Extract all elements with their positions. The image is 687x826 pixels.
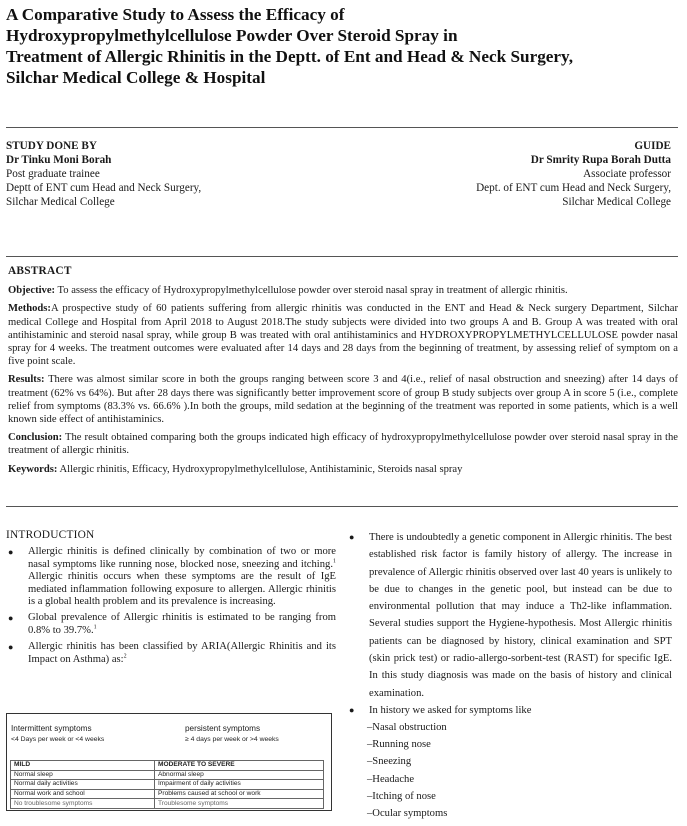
divider [6,127,678,128]
introduction-section [6,529,336,670]
paper-title [6,4,678,88]
symptom-list [347,719,672,822]
abstract-results [8,373,678,426]
list-item [6,546,336,608]
symptom-item: – Ocular symptoms [367,805,672,822]
list-item: ● In history we asked for symptoms like [347,702,672,719]
abstract-section [6,265,678,481]
bullet-text: Allergic rhinitis occurs when these symptoms are the result of IgE mediated inflammation following exposure to allergen. Allergic rhinitis is a global health problem and its prevalence is increasing. [28,571,336,608]
guide-dept: Dept. of ENT cum Head and Neck Surgery, [476,182,671,194]
persistent-title: persistent symptoms [185,724,261,733]
citation-ref: 1 [93,624,97,631]
persistent-subtitle: ≥ 4 days per week or >4 weeks [185,736,279,743]
column-header-moderate: MODERATE TO SEVERE [154,761,323,771]
intermittent-subtitle: <4 Days per week or <4 weeks [11,736,105,743]
guide-college: Silchar Medical College [562,196,671,208]
column-header-mild: MILD [11,761,155,771]
study-done-by-heading: STUDY DONE BY [6,140,97,152]
table-row [11,789,324,799]
author-name: Dr Tinku Moni Borah [6,154,112,166]
results-text: There was almost similar score in both the groups ranging between score 3 and 4(i.e., relief of nasal obstruction and sneezing) after 14 days of treatment (62% vs 64%). But after 28 days there was significantly better improvement score of group B study subjects over group A in score 5 (i.e., complete relief from symptoms (83.3% vs. 66.6% ).In both the groups, mild sedation at the beginning of the treatment was reported in some patients, which is a well known side effect of antihistaminics. [8,374,679,426]
introduction-heading: INTRODUCTION [6,529,95,541]
table-cell: Abnormal sleep [154,770,323,780]
conclusion-text: The result obtained comparing both the groups indicated high efficacy of hydroxypropylmethylcellulose powder over steroid nasal spray in the treatment of allergic rhinitis. [8,432,678,457]
guide-heading: GUIDE [634,140,671,152]
symptom-item: – Sneezing [367,753,672,770]
citation-ref: 1 [333,558,336,565]
list-item [6,641,336,666]
abstract-heading: ABSTRACT [8,265,72,277]
table-row [11,780,324,790]
methods-text: A prospective study of 60 patients suffering from allergic rhinitis was conducted in the ENT and Head & Neck surgery Department, Silchar medical College and Hospital from April 2018 to August 2018.The study subjects were divided into two groups A and B. Group A was treated with oral antihistaminic and steroid nasal spray, while group B was treated with oral antihistaminics and HYDROXYPROPYLMETHYLCELLULOSE powder nasal spray for 4 weeks. The treatment outcomes were evaluated after 14 days and 28 days from the beginning of treatment, by assessing relief of symptom on a five point scale. [8,303,678,368]
methods-label: Methods: [8,303,51,315]
objective-text: To assess the efficacy of Hydroxypropylmethylcellulose powder over steroid nasal spray in treatment of allergic rhinitis. [57,285,568,297]
table-row [11,799,324,809]
bullet-text: Global prevalence of Allergic rhinitis is estimated to be ranging from 0.8% to 39.7%. [28,612,336,636]
symptom-item: – Headache [367,771,672,788]
keywords-label: Keywords: [8,463,58,475]
author-college: Silchar Medical College [6,196,115,208]
table-cell: Normal work and school [11,789,155,799]
guide-name: Dr Smrity Rupa Borah Dutta [530,154,671,166]
conclusion-label: Conclusion: [8,432,63,444]
title-line: Hydroxypropylmethylcellulose Powder Over Steroid Spray in [6,26,458,45]
title-line: A Comparative Study to Assess the Efficacy of [6,5,345,24]
table-cell: No troublesome symptoms [11,799,155,809]
table-cell: Impairment of daily activities [154,780,323,790]
study-done-by-block [6,139,201,209]
author-role: Post graduate trainee [6,168,100,180]
aria-table-grid [10,760,324,809]
table-header-row [11,761,324,771]
divider [6,256,678,257]
table-row [11,770,324,780]
divider [6,506,678,507]
title-line: Treatment of Allergic Rhinitis in the Deptt. of Ent and Head & Neck Surgery, [6,47,573,66]
symptom-item: – Itching of nose [367,788,672,805]
citation-ref: 2 [123,653,127,660]
abstract-objective [8,284,678,297]
right-column [347,529,672,822]
objective-label: Objective: [8,285,56,297]
table-cell: Problems caused at school or work [154,789,323,799]
intermittent-title: Intermittent symptoms [11,724,92,733]
list-item: ● There is undoubtedly a genetic component in Allergic rhinitis. The best established risk factor is family history of allergy. The increase in prevalence of Allergic rhinitis observed over last 40 years is unlikely to be due to changes in the genetic pool, but instead can be due to environmental pollution that may induce a Th2-like inflammation. Several studies support the Hygiene-hypothesis. Most Allergic rhinitis patients can be diagnosed by history, clinical examination and SPT (skin prick test) or radio-allergo-sorbent-test (RAST) for specific IgE. In this study diagnosis was made on the basis of history and clinical examination. [347,529,672,702]
guide-block [476,139,671,209]
abstract-methods [8,302,678,368]
results-label: Results: [8,374,45,386]
bullet-text: Allergic rhinitis is defined clinically by combination of two or more nasal symptoms like running nose, blocked nose, sneezing and itching. [28,546,336,570]
keywords-text: Allergic rhinitis, Efficacy, Hydroxypropylmethylcellulose, Antihistaminic, Steroids nasal spray [59,463,463,475]
title-line: Silchar Medical College & Hospital [6,68,266,87]
symptom-item: – Running nose [367,736,672,753]
table-cell: Normal daily activities [11,780,155,790]
bullet-text: Allergic rhinitis has been classified by ARIA(Allergic Rhinitis and its Impact on Asthma) as: [28,641,336,665]
table-cell: Normal sleep [11,770,155,780]
table-cell: Troublesome symptoms [154,799,323,809]
abstract-keywords [8,463,678,476]
symptom-item: – Nasal obstruction [367,719,672,736]
guide-role: Associate professor [583,168,671,180]
abstract-conclusion [8,431,678,457]
aria-classification-figure [6,713,332,811]
list-item [6,612,336,637]
author-dept: Deptt of ENT cum Head and Neck Surgery, [6,182,202,194]
